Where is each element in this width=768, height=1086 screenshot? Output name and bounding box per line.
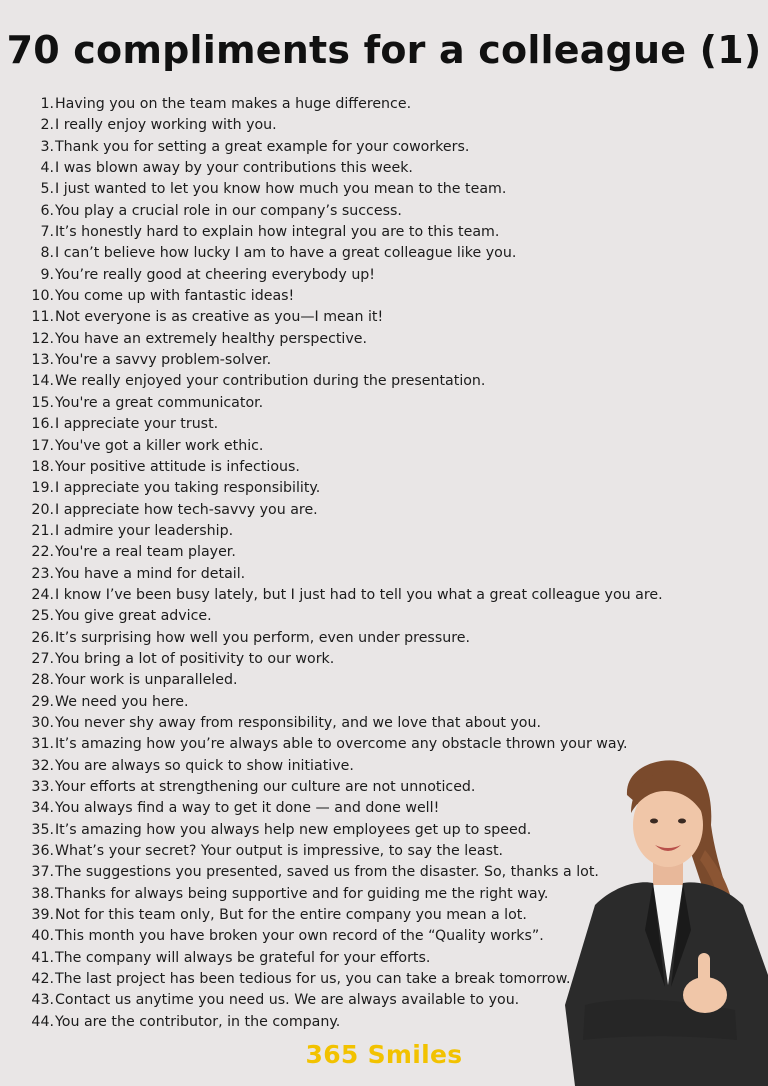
compliment-item: [26, 286, 663, 307]
brand-logo: 365 Smiles: [305, 1040, 463, 1069]
compliment-number: 26.: [31, 629, 54, 646]
compliment-item: [26, 478, 663, 499]
businesswoman-thumbs-up-image: [565, 755, 768, 1086]
compliment-text: You’re really good at cheering everybody up!: [55, 266, 375, 283]
compliment-number: 4.: [40, 160, 54, 177]
compliment-text: The company will always be grateful for your efforts.: [55, 949, 431, 966]
compliment-number: 36.: [31, 843, 54, 860]
compliment-text: I appreciate you taking responsibility.: [55, 480, 321, 497]
compliment-number: 31.: [31, 736, 54, 753]
compliment-text: I was blown away by your contributions this week.: [55, 160, 413, 177]
compliment-number: 22.: [31, 544, 54, 561]
compliment-number: 34.: [31, 800, 54, 817]
compliment-number: 21.: [31, 522, 54, 539]
compliment-text: It’s amazing how you always help new employees get up to speed.: [55, 821, 532, 838]
compliment-number: 17.: [31, 437, 54, 454]
compliment-text: This month you have broken your own record of the “Quality works”.: [55, 928, 544, 945]
compliment-number: 5.: [40, 181, 54, 198]
compliment-item: [26, 628, 663, 649]
compliment-text: We need you here.: [55, 693, 189, 710]
compliment-number: 27.: [31, 650, 54, 667]
compliment-text: Not for this team only, But for the entire company you mean a lot.: [55, 907, 527, 924]
compliment-number: 19.: [31, 480, 54, 497]
compliment-text: Your work is unparalleled.: [55, 672, 238, 689]
compliment-text: Contact us anytime you need us. We are always available to you.: [55, 992, 520, 1009]
compliment-text: The suggestions you presented, saved us from the disaster. So, thanks a lot.: [55, 864, 599, 881]
compliment-item: [26, 329, 663, 350]
compliment-number: 40.: [31, 928, 54, 945]
compliment-text: Your positive attitude is infectious.: [55, 458, 300, 475]
compliment-text: You are always so quick to show initiative.: [55, 757, 354, 774]
compliment-text: I appreciate how tech-savvy you are.: [55, 501, 318, 518]
compliment-number: 37.: [31, 864, 54, 881]
compliment-item: [26, 201, 663, 222]
compliment-number: 10.: [31, 288, 54, 305]
compliment-number: 33.: [31, 779, 54, 795]
compliment-text: You always find a way to get it done — and done well!: [55, 800, 440, 817]
compliment-text: You give great advice.: [55, 608, 212, 625]
compliment-text: You are the contributor, in the company.: [55, 1013, 341, 1030]
compliment-text: It’s honestly hard to explain how integral you are to this team.: [55, 224, 500, 241]
compliment-number: 12.: [31, 330, 54, 347]
compliment-item: [26, 457, 663, 478]
compliment-number: 6.: [40, 202, 54, 219]
compliment-item: [26, 393, 663, 414]
compliment-text: You come up with fantastic ideas!: [55, 288, 295, 305]
compliment-number: 28.: [31, 672, 54, 689]
compliment-text: You have a mind for detail.: [55, 565, 246, 582]
compliment-number: 25.: [31, 608, 54, 625]
compliment-item: [26, 606, 663, 627]
compliment-text: It’s surprising how well you perform, even under pressure.: [55, 629, 470, 646]
compliment-item: [26, 521, 663, 542]
compliment-number: 44.: [31, 1013, 54, 1030]
compliment-text: You play a crucial role in our company’s success.: [55, 202, 402, 219]
compliment-item: [26, 649, 663, 670]
compliment-text: I really enjoy working with you.: [55, 117, 277, 134]
compliment-item: [26, 585, 663, 606]
compliment-item: [26, 436, 663, 457]
compliment-number: 39.: [31, 907, 54, 924]
compliment-number: 9.: [40, 266, 54, 283]
compliment-number: 14.: [31, 373, 54, 390]
compliment-text: You've got a killer work ethic.: [55, 437, 264, 454]
compliment-number: 8.: [40, 245, 54, 262]
compliment-item: [26, 414, 663, 435]
compliment-text: You're a great communicator.: [55, 394, 264, 411]
compliment-text: We really enjoyed your contribution during the presentation.: [55, 373, 486, 390]
compliment-number: 18.: [31, 458, 54, 475]
compliment-text: The last project has been tedious for us, you can take a break tomorrow.: [55, 971, 571, 988]
compliment-item: [26, 94, 663, 115]
compliment-number: 42.: [31, 971, 54, 988]
compliment-number: 11.: [31, 309, 54, 326]
compliment-item: [26, 371, 663, 392]
page-title: 70 compliments for a colleague (1): [6, 28, 762, 72]
compliment-item: [26, 137, 663, 158]
compliment-number: 20.: [31, 501, 54, 518]
compliment-item: [26, 670, 663, 691]
compliment-item: [26, 564, 663, 585]
compliment-text: I know I’ve been busy lately, but I just had to tell you what a great colleague you are.: [55, 586, 663, 603]
compliment-number: 32.: [31, 757, 54, 774]
compliment-number: 1.: [40, 96, 54, 112]
compliment-text: I admire your leadership.: [55, 522, 234, 539]
compliment-item: [26, 179, 663, 200]
compliment-text: You never shy away from responsibility, and we love that about you.: [55, 714, 541, 731]
compliment-text: I can’t believe how lucky I am to have a great colleague like you.: [55, 245, 517, 262]
compliment-text: You bring a lot of positivity to our work.: [55, 650, 335, 667]
compliment-number: 29.: [31, 693, 54, 710]
compliment-number: 16.: [31, 416, 54, 433]
compliment-text: You're a real team player.: [55, 544, 236, 561]
compliment-item: [26, 542, 663, 563]
compliment-text: Having you on the team makes a huge difference.: [55, 96, 412, 112]
compliment-number: 3.: [40, 138, 54, 155]
compliment-item: [26, 243, 663, 264]
compliment-number: 43.: [31, 992, 54, 1009]
compliment-number: 38.: [31, 885, 54, 902]
compliment-number: 30.: [31, 714, 54, 731]
compliment-item: [26, 265, 663, 286]
compliment-text: Thanks for always being supportive and for guiding me the right way.: [55, 885, 549, 902]
compliment-item: [26, 350, 663, 371]
compliment-number: 13.: [31, 352, 54, 369]
compliment-text: You're a savvy problem-solver.: [55, 352, 272, 369]
compliment-text: I appreciate your trust.: [55, 416, 219, 433]
compliment-number: 15.: [31, 394, 54, 411]
compliment-text: Not everyone is as creative as you—I mean it!: [55, 309, 384, 326]
compliment-item: [26, 222, 663, 243]
compliment-number: 7.: [40, 224, 54, 241]
compliment-text: You have an extremely healthy perspective.: [55, 330, 368, 347]
compliment-text: I just wanted to let you know how much you mean to the team.: [55, 181, 507, 198]
compliment-item: [26, 734, 663, 755]
compliment-item: [26, 500, 663, 521]
compliment-text: What’s your secret? Your output is impressive, to say the least.: [55, 843, 504, 860]
compliment-number: 24.: [31, 586, 54, 603]
compliment-item: [26, 115, 663, 136]
compliment-item: [26, 713, 663, 734]
compliment-number: 35.: [31, 821, 54, 838]
compliment-text: Your efforts at strengthening our culture are not unnoticed.: [55, 779, 476, 795]
compliment-text: Thank you for setting a great example for your coworkers.: [55, 138, 470, 155]
compliment-text: It’s amazing how you’re always able to overcome any obstacle thrown your way.: [55, 736, 628, 753]
compliment-number: 2.: [40, 117, 54, 134]
compliment-item: [26, 692, 663, 713]
compliment-item: [26, 158, 663, 179]
compliment-item: [26, 307, 663, 328]
compliment-number: 41.: [31, 949, 54, 966]
compliment-number: 23.: [31, 565, 54, 582]
